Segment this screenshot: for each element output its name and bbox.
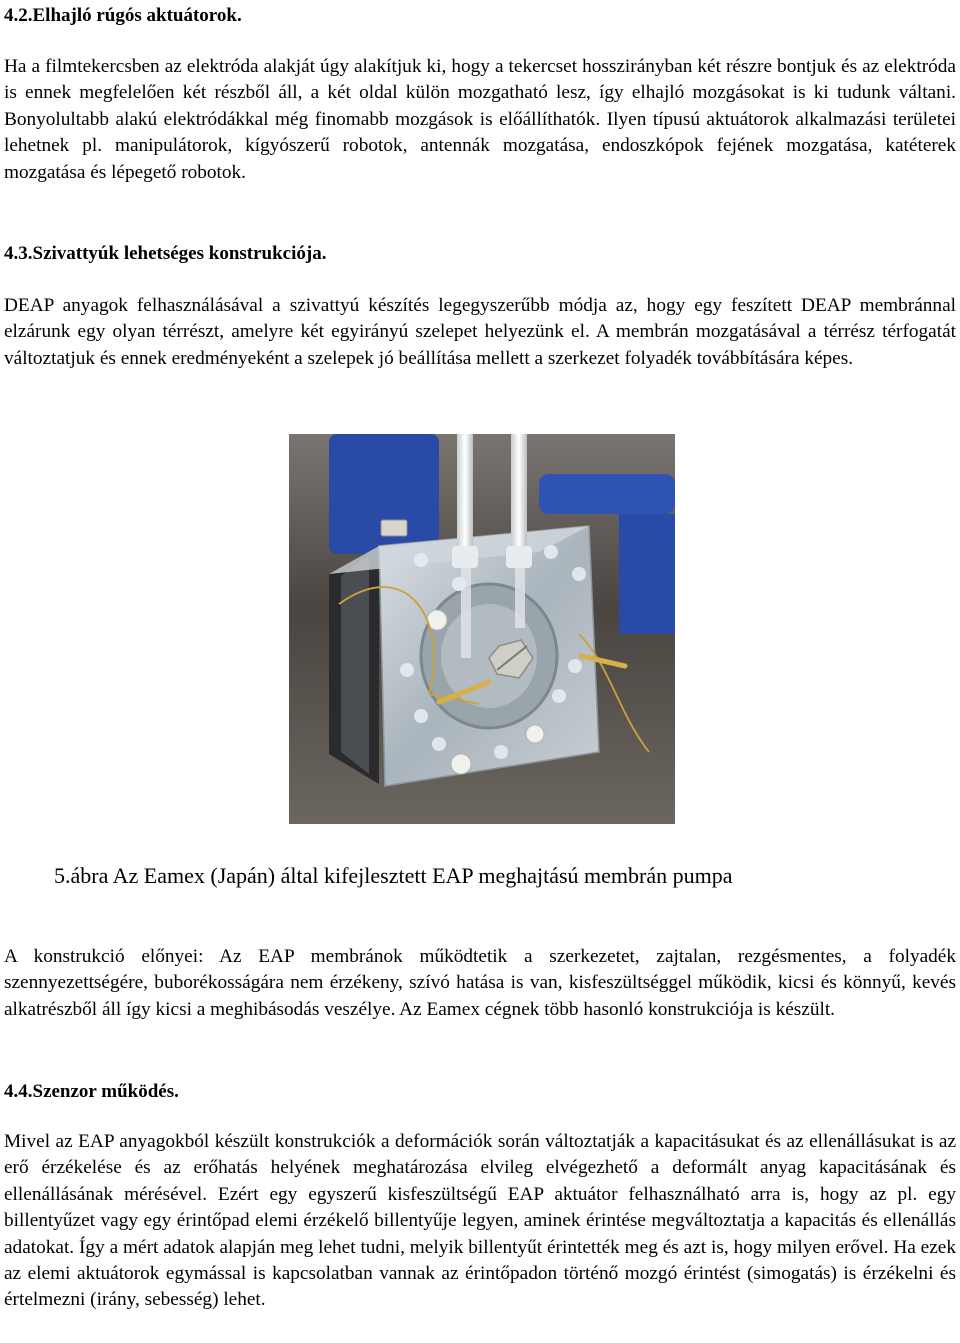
membrane-pump-illustration bbox=[289, 434, 675, 824]
paragraph-pump-construction: DEAP anyagok felhasználásával a szivattyú készítés legegyszerűbb módja az, hogy egy feszített DEAP membránnal elzárunk egy olyan térrészt, amelyre két egyirányú szelepet helyezünk el. A membrán mozgatásával a térrész térfogatát változtatjuk és ennek eredményeként a szelepek jó beállítása mellett a szerkezet folyadék továbbítására képes. bbox=[4, 295, 956, 369]
figure-membrane-pump-photo bbox=[289, 434, 675, 824]
heading-section-4-4: 4.4.Szenzor működés. bbox=[4, 1081, 179, 1102]
paragraph-sensor-operation: Mivel az EAP anyagokból készült konstrukciók a deformációk során változtatják a kapacitásukat és az ellenállásukat is az erő érzékelése és az erőhatás helyének meghatározása elvileg elvégezhető a deformált anyag kapacitásának és ellenállásának mérésével. Ezért egy egyszerű kisfeszültségű EAP aktuátor felhasználható arra is, hogy az pl. egy billentyűzet vagy egy érintőpad elemi érzékelő billentyűje legyen, aminek érintése megváltoztatja a kapacitás és ellenállás adatokat. Így a mért adatok alapján meg lehet tudni, melyik billentyűt érintették meg és azt is, hogy milyen erővel. Ha ezek az elemi aktuátorok egymással is kapcsolatban vannak az érintőpadon történő mozgó érintést (simogatás) is érzékelni és értelmezni (irány, sebesség) lehet. bbox=[4, 1131, 956, 1311]
heading-section-4-2: 4.2.Elhajló rúgós aktuátorok. bbox=[4, 5, 242, 26]
heading-section-4-3: 4.3.Szivattyúk lehetséges konstrukciója. bbox=[4, 243, 327, 264]
paragraph-bending-actuators: Ha a filmtekercsben az elektróda alakját úgy alakítjuk ki, hogy a tekercset hosszirányban két részre bontjuk és az elektróda is ennek megfelelően két részből áll, a két oldal külön mozgatható lesz, így elhajló mozgásokat is ki tudunk váltani. Bonyolultabb alakú elektródákkal még finomabb mozgások is előállíthatók. Ilyen típusú aktuátorok alkalmazási területei lehetnek pl. manipulátorok, kígyószerű robotok, antennák mozgatása, endoszkópok fejének mozgatása, katéterek mozgatása és lépegető robotok. bbox=[4, 56, 956, 183]
figure-caption: 5.ábra Az Eamex (Japán) által kifejlesztett EAP meghajtású membrán pumpa bbox=[54, 863, 733, 888]
paragraph-advantages: A konstrukció előnyei: Az EAP membránok működtetik a szerkezetet, zajtalan, rezgésmentes, a folyadék szennyezettségére, buborékosságára nem érzékeny, szívó hatása is van, kisfeszültséggel működik, kicsi és könnyű, kevés alkatrészből áll így kicsi a meghibásodás veszélye. Az Eamex cégnek több hasonló konstrukciója is készült. bbox=[4, 946, 956, 1020]
